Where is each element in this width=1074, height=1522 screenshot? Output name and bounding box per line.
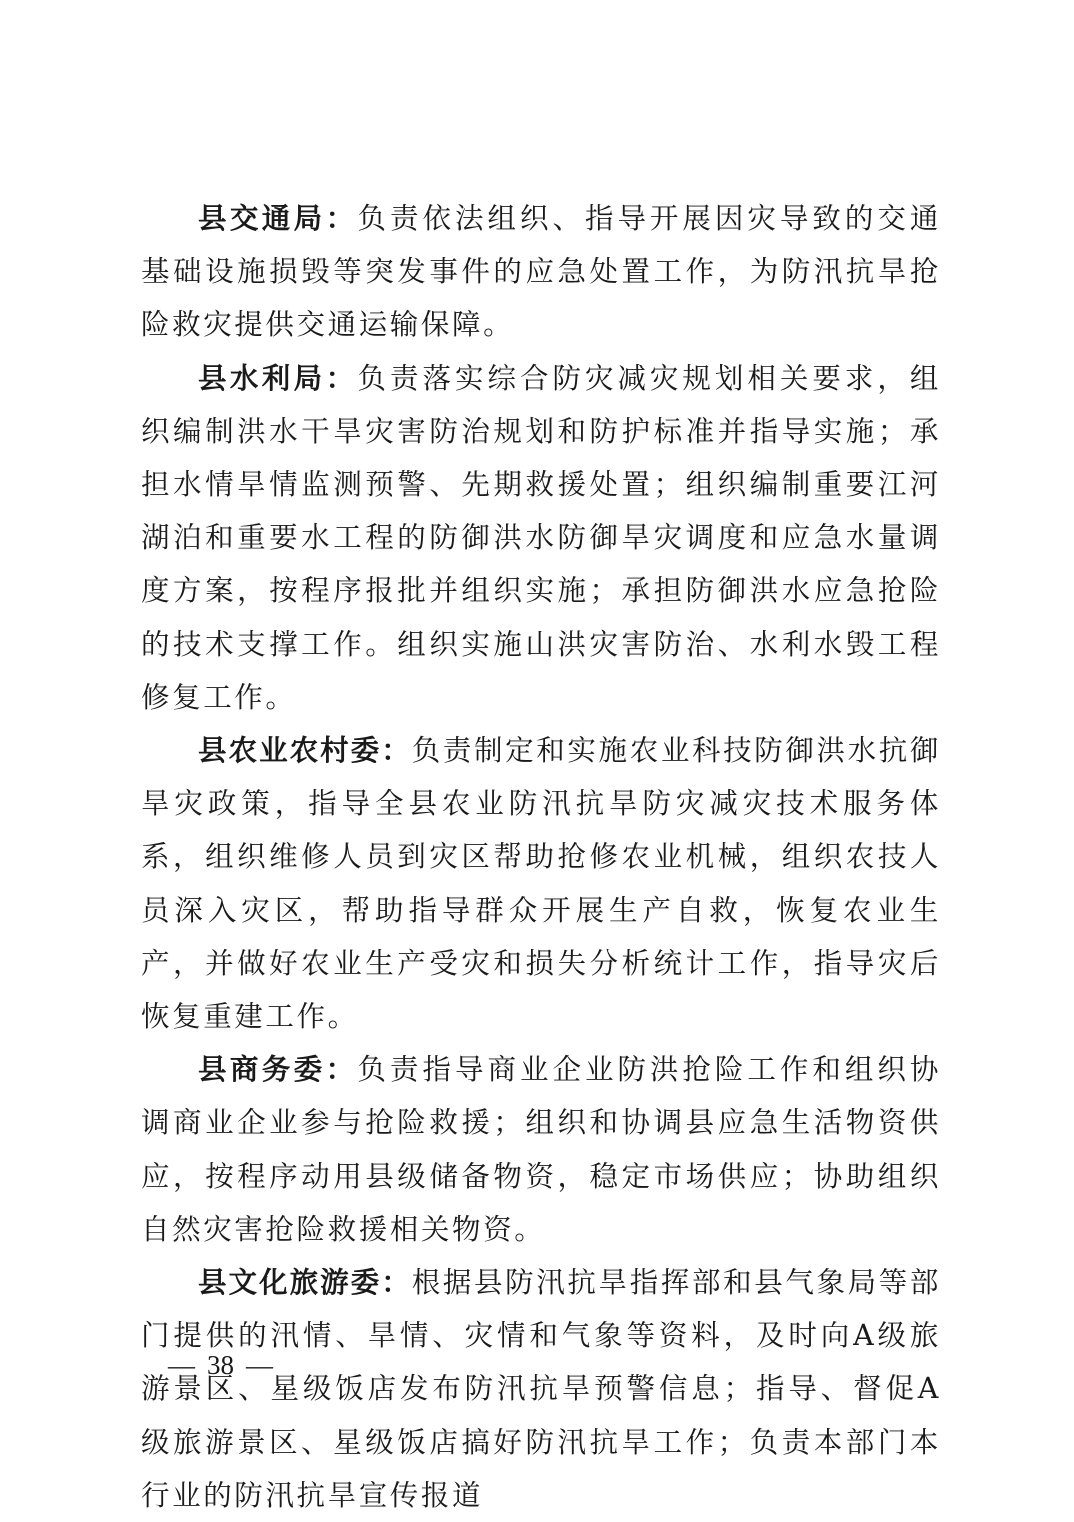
paragraph-lead: 县农业农村委： [198, 734, 412, 768]
paragraph-text: 负责依法组织、指导开展因灾导致的交通基础设施损毁等突发事件的应急处置工作，为防汛抗旱抢险救灾提供交通运输保障。 [141, 202, 941, 342]
paragraph-lead: 县商务委： [198, 1053, 358, 1087]
page-footer [168, 1350, 273, 1380]
paragraph-lead: 县水利局： [198, 361, 358, 395]
paragraph-commerce-committee [141, 1043, 941, 1256]
paragraph-transport-bureau [141, 192, 941, 352]
footer-dash-right: — [246, 1350, 273, 1380]
paragraph-text: 负责制定和实施农业科技防御洪水抗御旱灾政策，指导全县农业防汛抗旱防灾减灾技术服务体系，组织维修人员到灾区帮助抢修农业机械，组织农技人员深入灾区，帮助指导群众开展生产自救，恢复农业生产，并做好农业生产受灾和损失分析统计工作，指导灾后恢复重建工作。 [141, 734, 941, 1034]
page-number: 38 [207, 1350, 234, 1380]
paragraph-lead: 县文化旅游委： [198, 1266, 412, 1300]
paragraph-text: 根据县防汛抗旱指挥部和县气象局等部门提供的汛情、旱情、灾情和气象等资料，及时向A级旅游景区、星级饭店发布防汛抗旱预警信息；指导、督促A级旅游景区、星级饭店搞好防汛抗旱工作；负责本部门本行业的防汛抗旱宣传报道 [141, 1266, 941, 1512]
paragraph-agriculture-committee [141, 724, 941, 1043]
paragraph-culture-tourism-committee [141, 1256, 941, 1522]
footer-dash-left: — [168, 1350, 195, 1380]
paragraph-text: 负责落实综合防灾减灾规划相关要求，组织编制洪水干旱灾害防治规划和防护标准并指导实施；承担水情旱情监测预警、先期救援处置；组织编制重要江河湖泊和重要水工程的防御洪水防御旱灾调度和应急水量调度方案，按程序报批并组织实施；承担防御洪水应急抢险的技术支撑工作。组织实施山洪灾害防治、水利水毁工程修复工作。 [141, 361, 941, 714]
document-body [141, 192, 941, 1522]
paragraph-water-bureau [141, 352, 941, 724]
paragraph-lead: 县交通局： [198, 202, 358, 235]
paragraph-text: 负责指导商业企业防洪抢险工作和组织协调商业企业参与抢险救援；组织和协调县应急生活物资供应，按程序动用县级储备物资，稳定市场供应；协助组织自然灾害抢险救援相关物资。 [141, 1053, 941, 1246]
